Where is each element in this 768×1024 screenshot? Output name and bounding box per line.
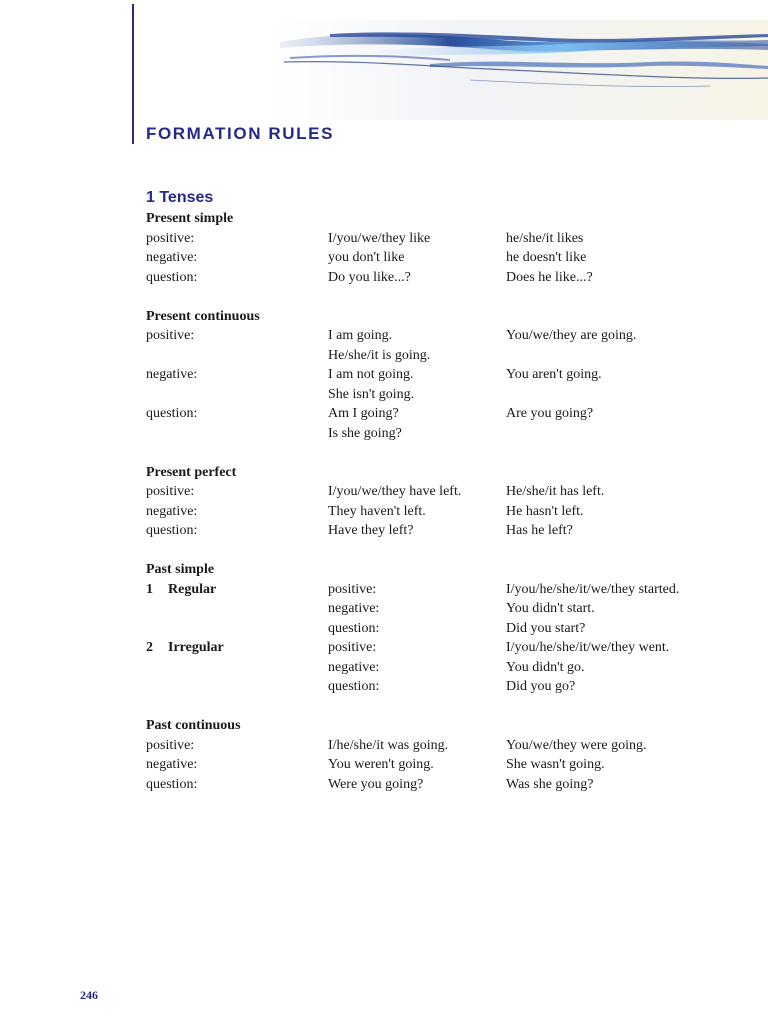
example-text: You/we/they were going. — [506, 737, 647, 753]
table-row — [146, 346, 746, 366]
row-label: positive: — [146, 737, 195, 753]
irregular-heading — [146, 638, 224, 658]
table-row — [146, 404, 746, 424]
page-number: 246 — [80, 988, 98, 1002]
row-label: negative: — [146, 757, 198, 772]
table-row — [146, 326, 746, 346]
table-row — [146, 424, 746, 444]
example-text: I/he/she/it was going. — [328, 737, 449, 753]
tenses-content — [146, 209, 746, 794]
table-row — [146, 599, 746, 619]
example-text: he doesn't like — [506, 250, 587, 265]
example-text: I/you/we/they like — [328, 230, 431, 246]
example-text: he/she/it likes — [506, 230, 584, 246]
present-perfect-title: Present perfect — [146, 464, 237, 480]
row-label: question: — [146, 776, 198, 792]
example-text: She isn't going. — [328, 386, 415, 402]
row-label: question: — [146, 523, 198, 538]
row-label: question: — [146, 406, 198, 421]
table-row — [146, 268, 746, 288]
row-label: negative: — [328, 601, 380, 616]
example-text: I/you/he/she/it/we/they went. — [506, 640, 670, 655]
example-text: I/you/he/she/it/we/they started. — [506, 581, 680, 597]
example-text: I/you/we/they have left. — [328, 484, 462, 499]
example-text: Were you going? — [328, 776, 424, 792]
example-text: You weren't going. — [328, 757, 434, 772]
example-text: You didn't go. — [506, 659, 585, 675]
section-title: 1 Tenses — [146, 189, 214, 206]
regular-heading — [146, 580, 216, 600]
table-row — [146, 248, 746, 268]
table-row — [146, 658, 746, 678]
decorative-banner — [270, 20, 768, 120]
example-text: You didn't start. — [506, 601, 595, 616]
row-label: positive: — [328, 640, 377, 655]
example-text: I am not going. — [328, 367, 414, 382]
past-simple-title: Past simple — [146, 562, 215, 577]
table-row — [146, 580, 746, 600]
example-text: I am going. — [328, 328, 393, 343]
irregular-label: Irregular — [168, 640, 224, 655]
table-row — [146, 755, 746, 775]
example-text: Was she going? — [506, 776, 594, 792]
table-row — [146, 521, 746, 541]
row-label: positive: — [146, 484, 195, 499]
example-text: She wasn't going. — [506, 757, 605, 772]
example-text: You/we/they are going. — [506, 328, 637, 343]
table-row — [146, 365, 746, 385]
example-text: Did you start? — [506, 620, 586, 636]
table-row — [146, 482, 746, 502]
example-text: Do you like...? — [328, 269, 411, 285]
table-row — [146, 736, 746, 756]
example-text: Does he like...? — [506, 269, 593, 285]
row-label: question: — [328, 679, 380, 694]
table-row — [146, 229, 746, 249]
past-continuous-title: Past continuous — [146, 718, 241, 733]
example-text: He/she/it has left. — [506, 484, 605, 499]
vertical-rule — [132, 4, 134, 144]
example-text: Did you go? — [506, 679, 576, 694]
present-continuous-title: Present continuous — [146, 308, 260, 324]
example-text: Has he left? — [506, 523, 573, 538]
subsection-heading — [146, 209, 746, 229]
table-row — [146, 619, 746, 639]
row-label: negative: — [146, 503, 198, 519]
row-label: positive: — [328, 581, 377, 597]
subsection-heading — [146, 716, 746, 736]
subsection-heading — [146, 463, 746, 483]
page-title: FORMATION RULES — [146, 124, 335, 143]
subsection-heading — [146, 560, 746, 580]
table-row — [146, 638, 746, 658]
row-label: question: — [146, 269, 198, 285]
example-text: He/she/it is going. — [328, 347, 431, 363]
table-row — [146, 385, 746, 405]
row-label: negative: — [146, 367, 198, 382]
example-text: Are you going? — [506, 406, 594, 421]
example-text: Is she going? — [328, 425, 402, 441]
row-label: negative: — [146, 250, 198, 265]
table-row — [146, 677, 746, 697]
example-text: They haven't left. — [328, 503, 426, 519]
row-label: negative: — [328, 659, 380, 675]
row-label: positive: — [146, 230, 195, 246]
example-text: You aren't going. — [506, 367, 602, 382]
list-number: 1 — [146, 581, 153, 597]
row-label: question: — [328, 620, 380, 636]
table-row — [146, 502, 746, 522]
present-simple-title: Present simple — [146, 211, 234, 226]
subsection-heading — [146, 307, 746, 327]
regular-label: Regular — [168, 581, 217, 597]
example-text: Am I going? — [328, 406, 399, 421]
list-number: 2 — [146, 640, 153, 655]
example-text: you don't like — [328, 250, 405, 265]
example-text: Have they left? — [328, 523, 414, 538]
example-text: He hasn't left. — [506, 503, 584, 519]
row-label: positive: — [146, 328, 195, 343]
table-row — [146, 775, 746, 795]
